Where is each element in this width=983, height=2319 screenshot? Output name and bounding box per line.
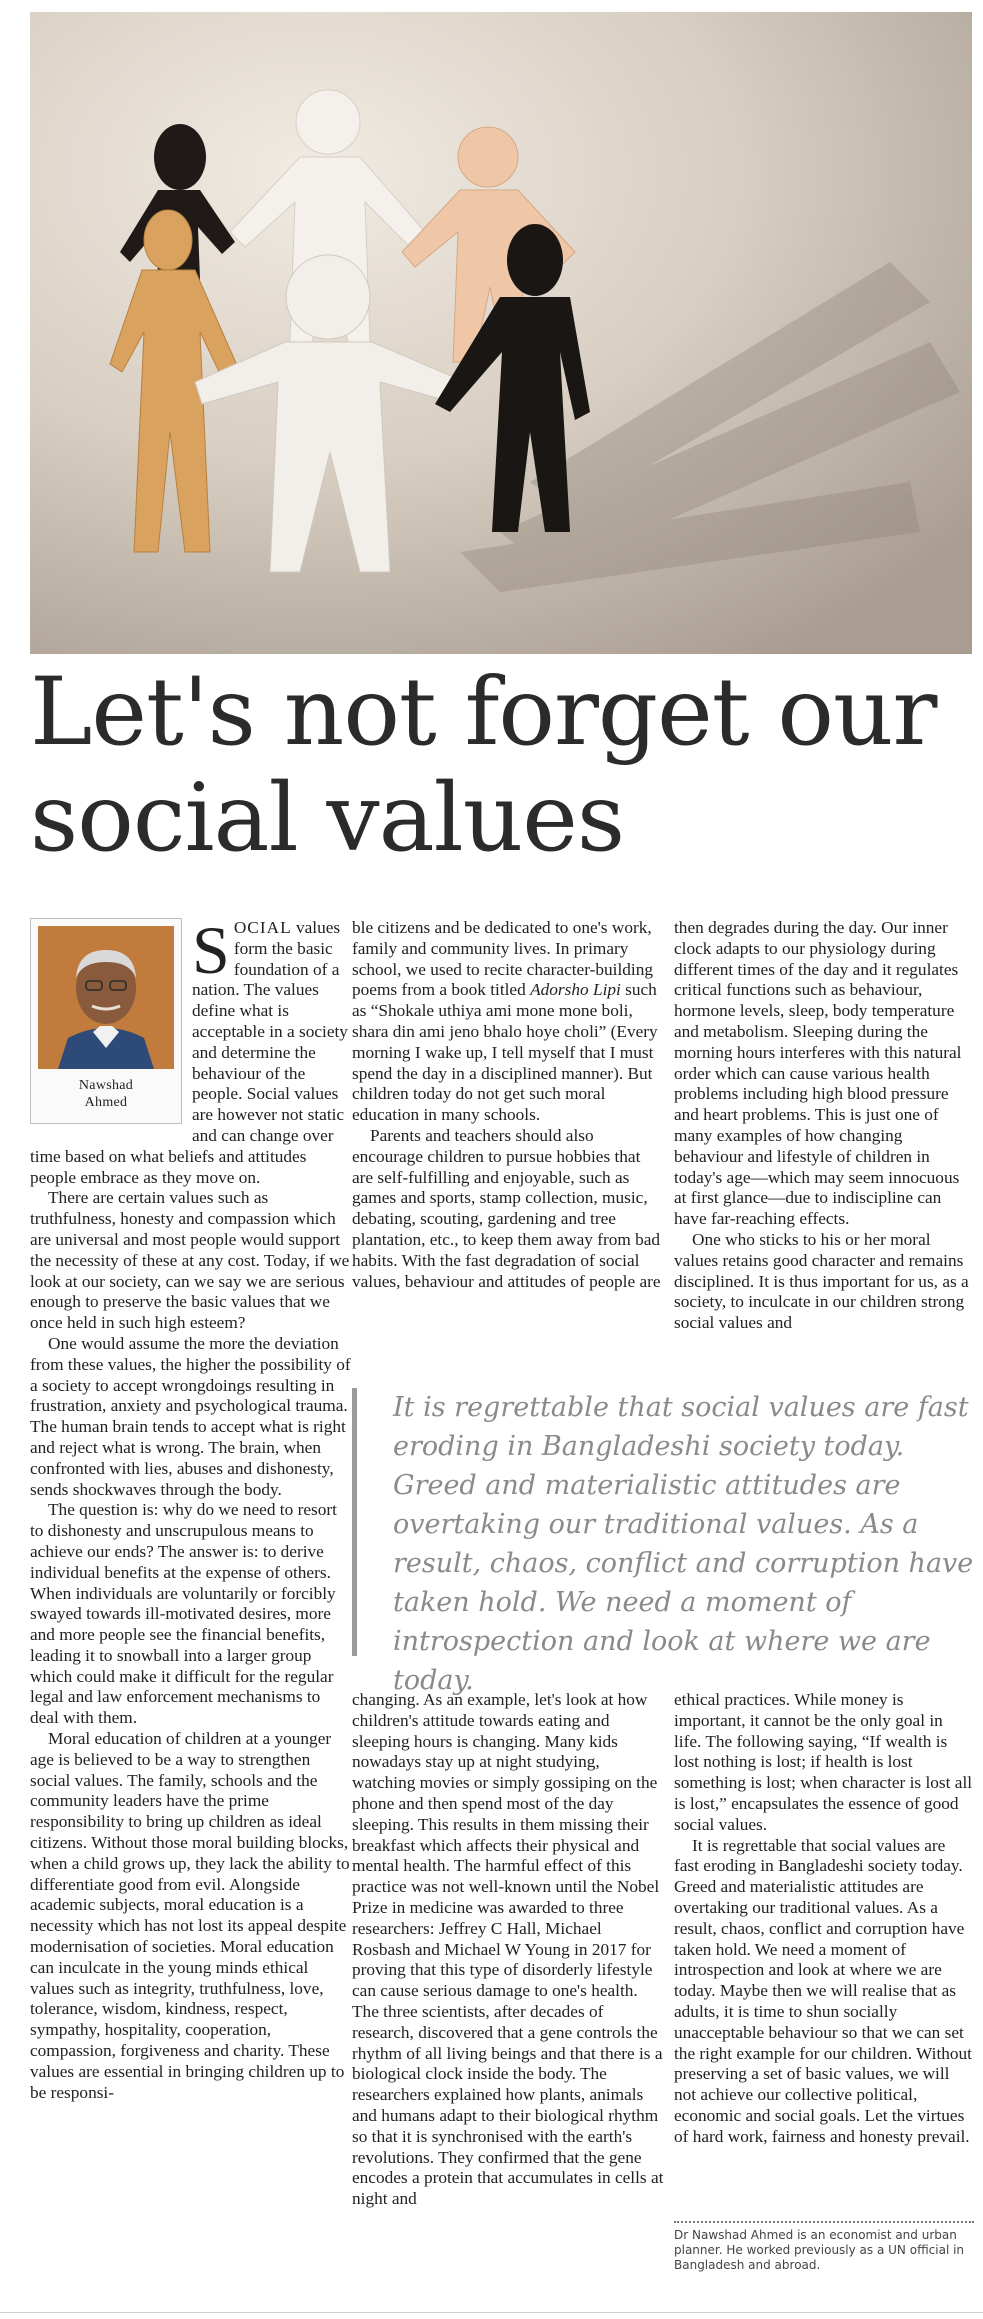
paragraph: One who sticks to his or her moral values retains good character and remains disciplined. It is thus important for us, as a society, to inculcate in our children strong social values and <box>674 1229 969 1333</box>
paragraph: One would assume the more the deviation from these values, the higher the possibility of a society to accept wrongdoings resulting in frustration, anxiety and psychological trauma. The human brain tends to accept what is right and reject what is wrong. The brain, when confronted with lies, abuses and dishonesty, sends shockwaves through the body. <box>30 1333 351 1499</box>
paper-people-illustration <box>30 12 972 654</box>
paragraph: It is regrettable that social values are fast eroding in Bangladeshi society today. Greed and materialistic attitudes are overtaking our traditional values. As a result, chaos, conflict and corruption have taken hold. We need a moment of introspection and look at where we are today. Maybe then we will realise that as adults, it is time to shun socially unacceptable behaviour so that we can set the right example for our children. Without preserving a set of basic values, we will not achieve our collective political, economic and social goals. Let the virtues of hard work, fairness and honesty prevail. <box>674 1835 972 2146</box>
paragraph: The question is: why do we need to resort to dishonesty and unscrupulous means to achieve our ends? The answer is: to derive individual benefits at the expense of others. When individuals are voluntarily or forcibly swayed towards ill-motivated desires, more and more people see the financial benefits, leading it to snowball into a larger group which could make it difficult for the regular legal and law enforcement mechanisms to deal with them. <box>30 1500 337 1728</box>
headline <box>30 660 972 872</box>
article-column-1 <box>30 912 352 2103</box>
article-column-3-bottom <box>674 1690 974 2148</box>
paragraph: Moral education of children at a younger age is believed to be a way to strengthen social values. The family, schools and the community leaders have the prime responsibility to bring up children as ideal citizens. Without those moral building blocks, when a child grows up, they lack the ability to differentiate good from evil. Alongside academic subjects, moral education is a necessity which has not lost its appeal despite modernisation of societies. Moral education can inculcate in the young minds ethical values such as integrity, truthfulness, love, tolerance, wisdom, kindness, respect, sympathy, hospitality, cooperation, compassion, forgiveness and charity. These values are essential in bringing children up to be responsi- <box>30 1729 350 2102</box>
headline-line-1: Let's not forget our <box>30 658 937 767</box>
paragraph: ethical practices. While money is important, it cannot be the only goal in life. The following saying, “If wealth is lost nothing is lost; if health is lost something is lost; when character is lost all is lost,” encapsulates the essence of good social values. <box>674 1690 973 1834</box>
drop-cap: S <box>192 912 230 988</box>
page-bottom-rule <box>0 2312 983 2313</box>
paragraph: There are certain values such as truthfulness, honesty and compassion which are universal and most people would support the necessity of these at any cost. Today, if we look at our society, can we say we are serious enough to preserve the basic values that we once held in such high esteem? <box>30 1188 350 1333</box>
paragraph: then degrades during the day. Our inner clock adapts to our physiology during different times of the day and it regulates critical functions such as behaviour, hormone levels, sleep, body temperature and metabolism. Sleeping during the morning hours interferes with this natural order which can cause various health problems including high blood pressure and heart problems. This is just one of many examples of how changing behaviour and lifestyle of children in today's age—which may seem innocuous at first glance—due to indiscipline can have far-reaching effects. <box>674 918 962 1229</box>
author-photo <box>38 926 174 1069</box>
article-column-2-top <box>352 918 664 1292</box>
paragraph: Parents and teachers should also encourage children to pursue hobbies that are self-fulfilling and enjoyable, such as games and sports, stamp collection, music, debating, scouting, gardening and tree plantation, etc., to keep them away from bad habits. With the fast degradation of social values, behaviour and attitudes of people are <box>352 1125 661 1291</box>
author-name: Nawshad Ahmed <box>78 1078 134 1110</box>
pull-quote: It is regrettable that social values are fast eroding in Bangladeshi society today. Greed and materialistic attitudes are overtaking our traditional values. As a result, chaos, conflict and corruption have taken hold. We need a moment of introspection and look at where we are today. <box>352 1388 974 1656</box>
author-bio: Dr Nawshad Ahmed is an economist and urban planner. He worked previously as a UN official in Bangladesh and abroad. <box>674 2228 965 2272</box>
hero-photo <box>30 12 972 654</box>
author-box <box>30 918 182 1124</box>
paragraph: changing. As an example, let's look at how children's attitude towards eating and sleeping hours is changing. Many kids nowadays stay up at night studying, watching movies or simply gossiping on the phone and then spend most of the day sleeping. This results in them missing their breakfast which affects their physical and mental health. The harmful effect of this practice was not well-known until the Nobel Prize in medicine was awarded to three researchers: Jeffrey C Hall, Michael Rosbash and Michael W Young in 2017 for proving that this type of disorderly lifestyle can cause serious damage to one's health. The three scientists, after decades of research, discovered that a gene controls the rhythm of all living beings and that there is a biological clock inside the body. The researchers explained how plants, animals and humans adapt to their biological rhythm so that it is synchronised with the earth's revolutions. They confirmed that the gene encodes a protein that accumulates in cells at night and <box>352 1690 664 2209</box>
article-column-2-bottom <box>352 1690 664 2210</box>
book-title: Adorsho Lipi <box>530 980 621 1000</box>
headline-line-2: social values <box>30 764 625 873</box>
intro-paragraph: SOCIAL values form the basic foundation of a nation. The values define what is acceptable in a society and determine the behaviour of the people. Social values are however not static and can change over time based on what beliefs and attitudes people embrace as they move on. <box>30 912 348 1187</box>
bio-divider <box>674 2221 974 2223</box>
article-column-3-top <box>674 918 974 1334</box>
paragraph: ble citizens and be dedicated to one's work, family and community lives. In primary school, we used to recite character-building poems from a book titled Adorsho Lipi such as “Shokale uthiya ami mone mone boli, shara din ami jeno bhalo hoye choli” (Every morning I wake up, I tell myself that I must spend the day in a disciplined manner). But children today do not get such moral education in many schools. <box>352 918 658 1125</box>
author-portrait <box>38 926 174 1069</box>
